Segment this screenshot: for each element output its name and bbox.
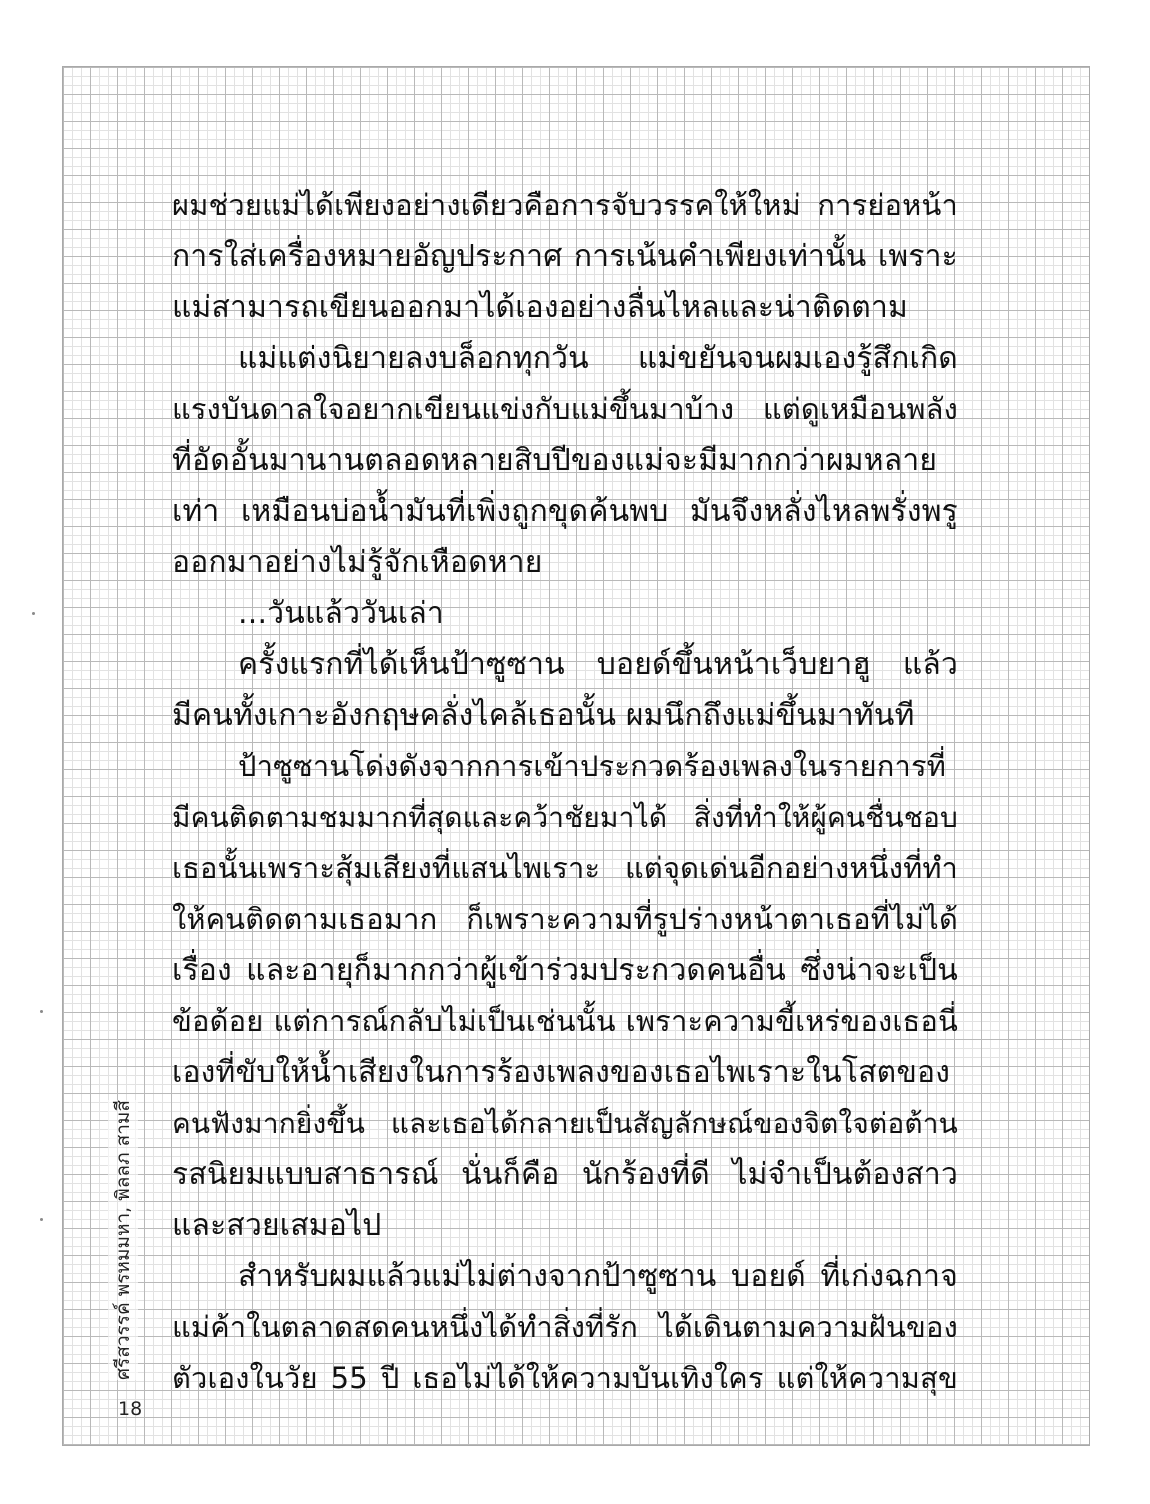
- text-line: ออกมาอย่างไม่รู้จักเหือดหาย: [172, 545, 543, 580]
- text-line: แม่แต่งนิยายลงบล็อกทุกวัน แม่ขยันจนผมเองรู้สึกเกิด: [238, 341, 958, 376]
- text-line: แม่ค้าในตลาดสดคนหนึ่งได้ทำสิ่งที่รัก ได้เดินตามความฝันของ: [172, 1310, 958, 1344]
- text-line: ...วันแล้ววันเล่า: [238, 596, 444, 631]
- text-line: แรงบันดาลใจอยากเขียนแข่งกับแม่ขึ้นมาบ้าง แต่ดูเหมือนพลัง: [172, 392, 958, 426]
- author-credit: ศรีสวรรค์ พรหมมหา, พิลลภ สามสี: [108, 1100, 138, 1380]
- text-line: การใส่เครื่องหมายอัญประกาศ การเน้นคำเพียงเท่านั้น เพราะ: [172, 239, 958, 274]
- text-line: ผมช่วยแม่ได้เพียงอย่างเดียวคือการจับวรรคให้ใหม่ การย่อหน้า: [172, 188, 958, 222]
- text-line: ให้คนติดตามเธอมาก ก็เพราะความที่รูปร่างหน้าตาเธอที่ไม่ได้: [172, 902, 958, 936]
- text-line: และสวยเสมอไป: [172, 1208, 382, 1243]
- text-line: ครั้งแรกที่ได้เห็นป้าซูซาน บอยด์ขึ้นหน้าเว็บยาฮู แล้ว: [238, 647, 958, 682]
- text-line: ที่อัดอั้นมานานตลอดหลายสิบปีของแม่จะมีมากกว่าผมหลาย: [172, 443, 938, 478]
- text-line: แม่สามารถเขียนออกมาได้เองอย่างลื่นไหลและน่าติดตาม: [172, 290, 909, 325]
- body-text: [172, 180, 958, 1404]
- text-line: มีคนทั้งเกาะอังกฤษคลั่งไคล้เธอนั้น ผมนึกถึงแม่ขึ้นมาทันที: [172, 698, 915, 733]
- text-line: สำหรับผมแล้วแม่ไม่ต่างจากป้าซูซาน บอยด์ ที่เก่งฉกาจ: [238, 1259, 958, 1294]
- scan-speck: [40, 1010, 43, 1013]
- text-line: ป้าซูซานโด่งดังจากการเข้าประกวดร้องเพลงในรายการที่: [238, 749, 947, 783]
- text-line: เรื่อง และอายุก็มากกว่าผู้เข้าร่วมประกวดคนอื่น ซึ่งน่าจะเป็น: [172, 953, 958, 988]
- text-line: ข้อด้อย แต่การณ์กลับไม่เป็นเช่นนั้น เพราะความขี้เหร่ของเธอนี่: [172, 1004, 958, 1038]
- text-line: มีคนติดตามชมมากที่สุดและคว้าชัยมาได้ สิ่งที่ทำให้ผู้คนชื่นชอบ: [172, 801, 958, 834]
- scan-speck: [32, 612, 35, 615]
- text-line: เท่า เหมือนบ่อน้ำมันที่เพิ่งถูกขุดค้นพบ มันจึงหลั่งไหลพรั่งพรู: [172, 494, 958, 529]
- text-line: คนฟังมากยิ่งขึ้น และเธอได้กลายเป็นสัญลักษณ์ของจิตใจต่อต้าน: [172, 1107, 958, 1140]
- text-line: รสนิยมแบบสาธารณ์ นั่นก็คือ นักร้องที่ดี ไม่จำเป็นต้องสาว: [172, 1157, 958, 1192]
- page-number: 18: [118, 1398, 143, 1420]
- scan-speck: [40, 1218, 43, 1221]
- text-line: เองที่ขับให้น้ำเสียงในการร้องเพลงของเธอไพเราะในโสตของ: [172, 1055, 951, 1090]
- text-line: ตัวเองในวัย 55 ปี เธอไม่ได้ให้ความบันเทิงใคร แต่ให้ความสุข: [172, 1361, 958, 1395]
- text-line: เธอนั้นเพราะสุ้มเสียงที่แสนไพเราะ แต่จุดเด่นอีกอย่างหนึ่งที่ทำ: [172, 851, 958, 885]
